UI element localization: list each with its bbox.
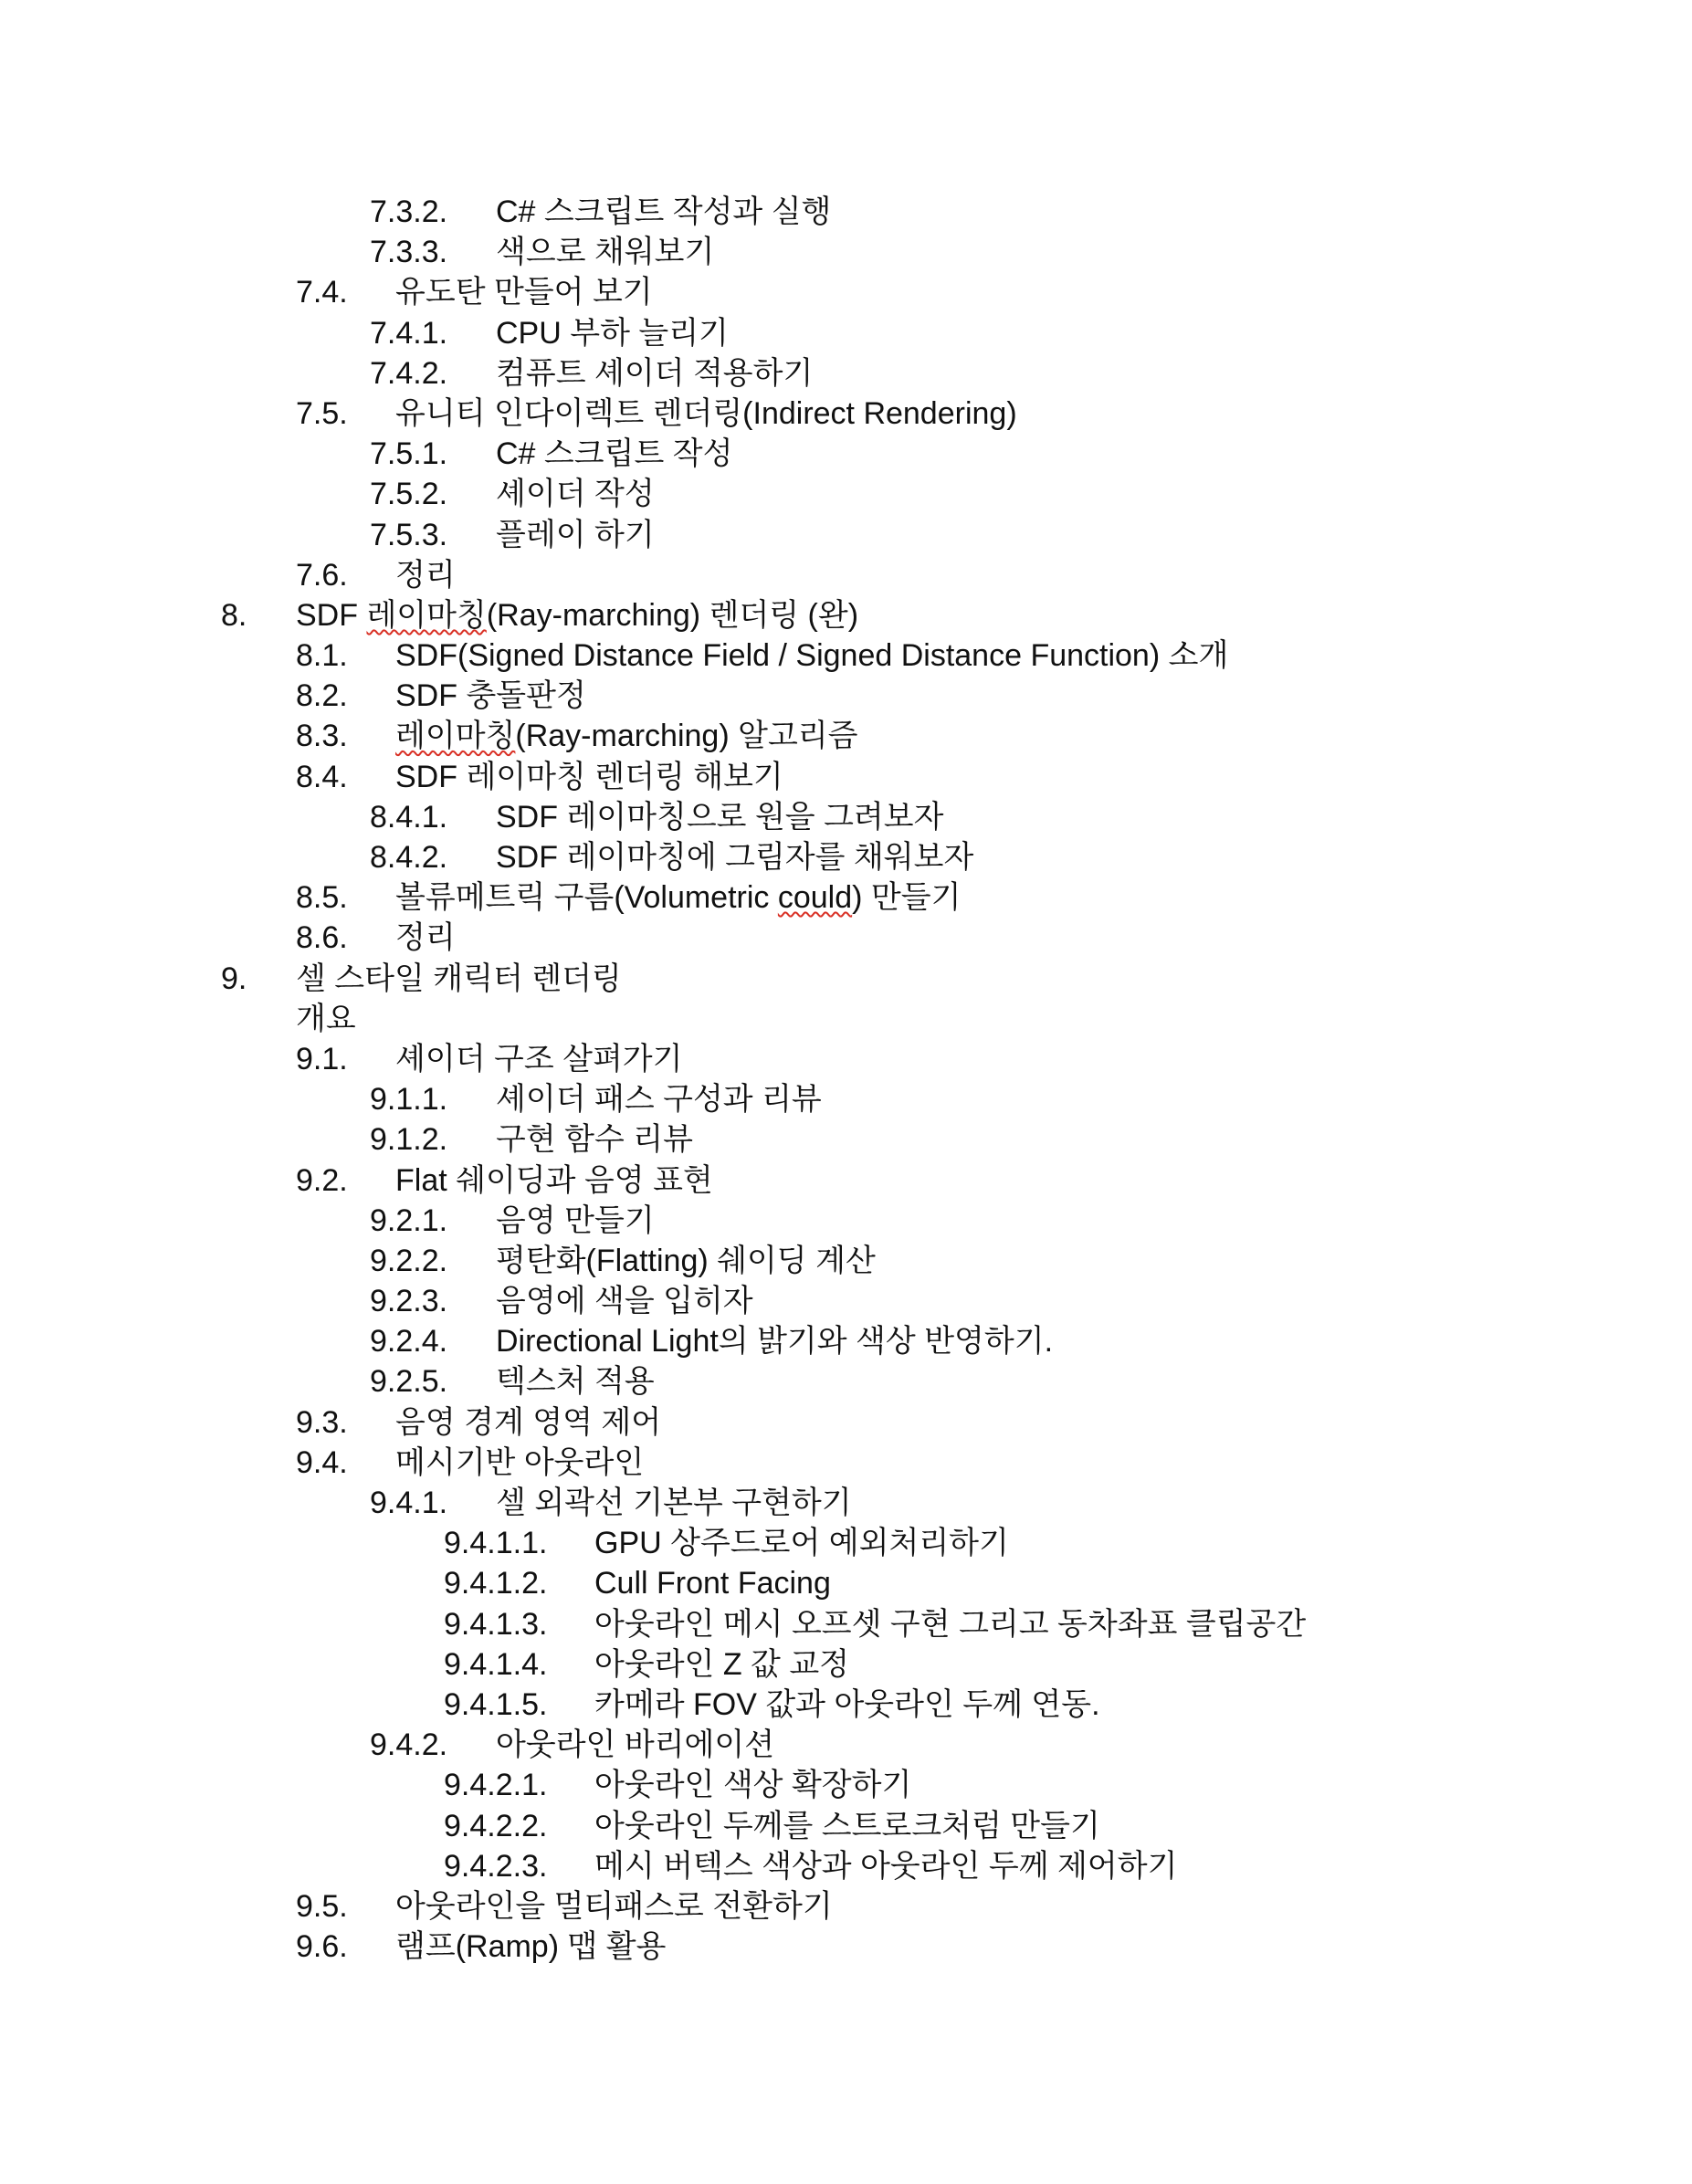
toc-entry [0, 1321, 1692, 1361]
toc-entry-title: 정리 [395, 920, 456, 956]
toc-entry-number: 7.5.1. [370, 436, 448, 472]
toc-entry-number: 7.4. [296, 275, 348, 310]
toc-entry-title-part: (Ray-marching) 알고리즘 [515, 719, 858, 754]
toc-entry [0, 797, 1692, 837]
toc-entry-title: C# 스크립트 작성과 실행 [496, 194, 832, 229]
toc-entry-number: 9.4.2.3. [444, 1848, 548, 1884]
toc-entry [0, 1886, 1692, 1927]
toc-entry-title: SDF 레이마칭으로 원을 그려보자 [496, 799, 944, 835]
toc-entry [0, 595, 1692, 635]
toc-entry-title: 플레이 하기 [496, 517, 655, 552]
toc-entry [0, 313, 1692, 353]
toc-entry [0, 1039, 1692, 1079]
toc-entry-title: Cull Front Facing [594, 1566, 831, 1601]
toc-entry-title: 음영에 색을 입히자 [496, 1284, 753, 1319]
toc-entry-number: 9.4.1.5. [444, 1686, 548, 1722]
toc-entry-title: CPU 부하 늘리기 [496, 315, 729, 351]
toc-entry-title-part: ) 만들기 [852, 880, 962, 916]
toc-entry [0, 1160, 1692, 1201]
toc-entry-number: 8.3. [296, 719, 348, 754]
toc-entry-title: 셀 스타일 캐릭터 렌더링 [296, 961, 622, 996]
toc-entry [0, 1483, 1692, 1523]
spellcheck-underlined-word: 레이마칭 [395, 719, 516, 754]
toc-entry [0, 635, 1692, 676]
toc-entry-title: 아웃라인 색상 확장하기 [594, 1768, 912, 1803]
toc-entry [0, 837, 1692, 877]
toc-entry-title: 색으로 채워보기 [496, 235, 715, 270]
toc-entry [0, 515, 1692, 555]
toc-entry [0, 918, 1692, 958]
toc-entry-title [296, 595, 858, 635]
toc-entry-title: 메시 버텍스 색상과 아웃라인 두께 제어하기 [594, 1848, 1178, 1884]
toc-entry-title: SDF 레이마칭에 그림자를 채워보자 [496, 840, 974, 875]
toc-entry-number: 7.5.3. [370, 517, 448, 552]
toc-entry-title-part: (Ray-marching) 렌더링 (완) [486, 597, 859, 633]
toc-entry [0, 555, 1692, 595]
toc-entry-title [395, 877, 961, 918]
toc-entry-title: 구현 함수 리뷰 [496, 1122, 693, 1158]
toc-entry-title: 아웃라인 메시 오프셋 구현 그리고 동차좌표 클립공간 [594, 1606, 1307, 1642]
toc-entry-number: 8.2. [296, 678, 348, 714]
toc-entry [0, 1604, 1692, 1644]
toc-entry-number: 8.5. [296, 880, 348, 916]
toc-entry-number: 9.6. [296, 1929, 348, 1965]
toc-entry-number: 9.2. [296, 1162, 348, 1198]
toc-entry-number: 9.3. [296, 1404, 348, 1440]
toc-entry [0, 1119, 1692, 1160]
toc-entry-title: 셰이더 패스 구성과 리뷰 [496, 1082, 822, 1118]
toc-entry-number: 7.5. [296, 395, 348, 431]
toc-entry-number: 8.4.1. [370, 799, 448, 835]
toc-entry-title-part: SDF [296, 597, 367, 633]
toc-entry-number: 7.4.2. [370, 355, 448, 391]
spellcheck-underlined-word: could [777, 880, 853, 916]
toc-entry [0, 1846, 1692, 1886]
spellcheck-underlined-word: 레이마칭 [366, 597, 487, 633]
toc-entry-title: Flat 쉐이딩과 음영 표현 [395, 1162, 713, 1198]
toc-entry [0, 353, 1692, 394]
toc-entry-title-part: 볼류메트릭 구름(Volumetric [395, 880, 778, 916]
toc-entry-title: 메시기반 아웃라인 [395, 1444, 645, 1480]
toc-entry [0, 1927, 1692, 1967]
toc-entry-title: SDF(Signed Distance Field / Signed Distance Function) 소개 [395, 638, 1229, 674]
toc-entry-title: 램프(Ramp) 맵 활용 [395, 1929, 667, 1965]
toc-entry [0, 1241, 1692, 1281]
toc-entry [0, 1765, 1692, 1805]
toc-entry [0, 1079, 1692, 1119]
toc-entry [0, 1725, 1692, 1765]
toc-entry-number: 8.6. [296, 920, 348, 956]
toc-entry-number: 9.2.3. [370, 1284, 448, 1319]
toc-entry-number: 9.4.1.3. [444, 1606, 548, 1642]
toc-entry-number: 9.2.5. [370, 1364, 448, 1400]
toc-entry-title: 텍스처 적용 [496, 1364, 655, 1400]
toc-entry-number: 7.3.3. [370, 235, 448, 270]
toc-entry-number: 9.4.2. [370, 1727, 448, 1763]
toc-entry [0, 1402, 1692, 1443]
toc-entry-number: 9.4.1.2. [444, 1566, 548, 1601]
toc-entry [0, 716, 1692, 756]
toc-entry-number: 7.4.1. [370, 315, 448, 351]
toc-entry-title: 아웃라인 Z 값 교정 [594, 1646, 850, 1682]
toc-entry-number: 9.4.2.2. [444, 1808, 548, 1843]
toc-entry-title: 아웃라인 바리에이션 [496, 1727, 775, 1763]
toc-entry-title: 개요 [296, 1001, 356, 1036]
toc-entry [0, 959, 1692, 999]
toc-entry-number: 9.1.2. [370, 1122, 448, 1158]
toc-entry-title [395, 716, 857, 756]
toc-entry-number: 9.2.1. [370, 1202, 448, 1238]
toc-entry-title: GPU 상주드로어 예외처리하기 [594, 1526, 1009, 1561]
toc-entry-title: 유니티 인다이렉트 렌더링(Indirect Rendering) [395, 395, 1017, 431]
toc-entry-number: 9.4.1.4. [444, 1646, 548, 1682]
toc-entry-title: SDF 충돌판정 [395, 678, 586, 714]
toc-entry-title: 컴퓨트 셰이더 적용하기 [496, 355, 814, 391]
toc-entry [0, 474, 1692, 514]
toc-entry-title: 카메라 FOV 값과 아웃라인 두께 연동. [594, 1686, 1100, 1722]
toc-entry-number: 8.4.2. [370, 840, 448, 875]
toc-entry-title: 평탄화(Flatting) 쉐이딩 계산 [496, 1243, 876, 1278]
toc-entry [0, 232, 1692, 272]
toc-entry [0, 676, 1692, 716]
toc-entry [0, 1361, 1692, 1402]
toc-entry-number: 8.4. [296, 759, 348, 794]
toc-entry-title: 유도탄 만들어 보기 [395, 275, 653, 310]
toc-entry [0, 877, 1692, 918]
toc-entry-title: 정리 [395, 557, 456, 593]
toc-entry-number: 9.4.2.1. [444, 1768, 548, 1803]
toc-entry-title: 음영 경계 영역 제어 [395, 1404, 662, 1440]
toc-entry-title: 셀 외곽선 기본부 구현하기 [496, 1486, 852, 1520]
toc-entry-number: 7.6. [296, 557, 348, 593]
toc-entry [0, 394, 1692, 434]
toc-entry-title: C# 스크립트 작성 [496, 436, 733, 472]
toc-entry [0, 1685, 1692, 1725]
toc-entry [0, 1281, 1692, 1321]
toc-entry [0, 1644, 1692, 1685]
table-of-contents [0, 192, 1692, 1967]
toc-entry-title: 아웃라인 두께를 스트로크처럼 만들기 [594, 1808, 1100, 1843]
toc-entry [0, 757, 1692, 797]
toc-entry-number: 9.1.1. [370, 1082, 448, 1118]
toc-entry-number: 9.5. [296, 1888, 348, 1924]
toc-entry [0, 1523, 1692, 1563]
toc-entry-number: 8. [221, 597, 247, 633]
toc-entry-number: 7.3.2. [370, 194, 448, 229]
toc-entry-number: 9.4. [296, 1444, 348, 1480]
toc-entry-number: 9.2.2. [370, 1243, 448, 1278]
toc-entry-title: Directional Light의 밝기와 색상 반영하기. [496, 1324, 1054, 1360]
toc-entry-number: 9. [221, 961, 247, 996]
toc-entry-number: 9.4.1.1. [444, 1526, 548, 1561]
toc-entry-number: 9.2.4. [370, 1324, 448, 1360]
toc-entry-title: SDF 레이마칭 렌더링 해보기 [395, 759, 783, 794]
toc-entry [0, 272, 1692, 312]
toc-entry [0, 1563, 1692, 1603]
toc-entry-number: 8.1. [296, 638, 348, 674]
toc-entry [0, 1201, 1692, 1241]
toc-entry-title: 셰이더 구조 살펴가기 [395, 1041, 683, 1076]
toc-entry [0, 192, 1692, 232]
toc-entry-number: 9.1. [296, 1041, 348, 1076]
toc-entry-number: 9.4.1. [370, 1486, 448, 1520]
toc-entry [0, 999, 1692, 1039]
toc-entry-title: 음영 만들기 [496, 1202, 655, 1238]
toc-entry-title: 아웃라인을 멀티패스로 전환하기 [395, 1888, 833, 1924]
toc-entry-number: 7.5.2. [370, 477, 448, 512]
toc-entry [0, 1443, 1692, 1483]
toc-entry [0, 1806, 1692, 1846]
toc-entry-title: 셰이더 작성 [496, 477, 655, 512]
toc-entry [0, 434, 1692, 474]
